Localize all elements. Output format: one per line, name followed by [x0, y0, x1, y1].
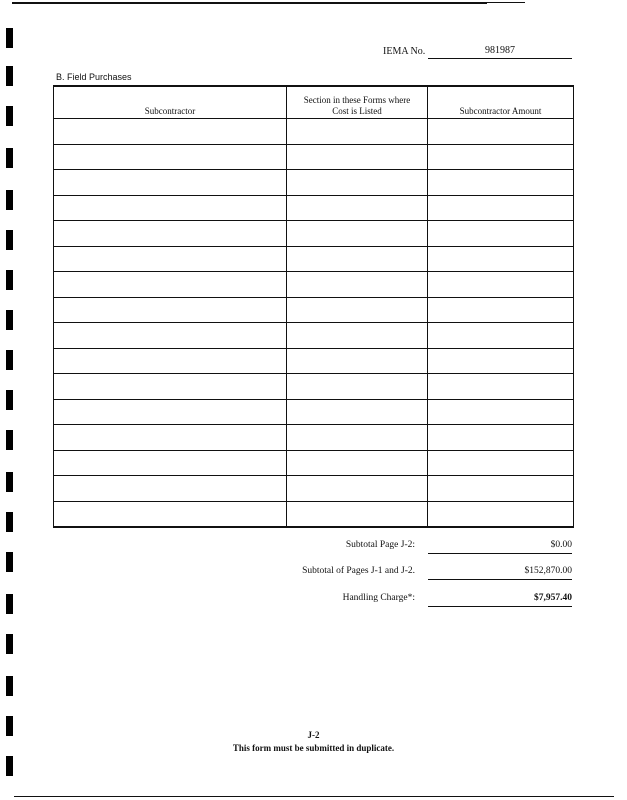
iema-label: IEMA No.: [383, 46, 426, 57]
column-header-subcontractor: Subcontractor: [54, 86, 287, 119]
table-row: [54, 450, 574, 476]
table-row: [54, 348, 574, 374]
top-border-rule-thin: [487, 2, 525, 3]
amount-cell[interactable]: [428, 348, 574, 374]
subcontractor-cell[interactable]: [54, 144, 287, 170]
subtotal-page-label: Subtotal Page J-2:: [345, 540, 415, 550]
punch-mark: [6, 430, 13, 450]
amount-cell[interactable]: [428, 221, 574, 247]
punch-mark: [6, 756, 13, 776]
section-cell[interactable]: [287, 170, 428, 196]
subcontractor-cell[interactable]: [54, 221, 287, 247]
punch-mark: [6, 148, 13, 168]
punch-mark: [6, 28, 13, 48]
table-header-row: [54, 86, 574, 119]
subcontractor-cell[interactable]: [54, 272, 287, 298]
section-cell[interactable]: [287, 272, 428, 298]
table-row: [54, 374, 574, 400]
amount-cell[interactable]: [428, 399, 574, 425]
top-border-rule: [12, 2, 487, 4]
subtotal-page-value: $0.00: [550, 540, 572, 550]
table-row: [54, 323, 574, 349]
punch-mark: [6, 472, 13, 492]
iema-underline: [428, 58, 572, 59]
punch-mark: [6, 270, 13, 290]
subcontractor-cell[interactable]: [54, 501, 287, 527]
subcontractor-cell[interactable]: [54, 246, 287, 272]
amount-cell[interactable]: [428, 501, 574, 527]
table-row: [54, 425, 574, 451]
amount-cell[interactable]: [428, 144, 574, 170]
amount-cell[interactable]: [428, 450, 574, 476]
punch-mark: [6, 634, 13, 654]
punch-mark: [6, 66, 13, 86]
section-cell[interactable]: [287, 374, 428, 400]
subtotal-pages-line: [428, 579, 572, 580]
subtotal-pages-row: [0, 562, 627, 582]
table-row: [54, 272, 574, 298]
subcontractor-cell[interactable]: [54, 425, 287, 451]
amount-cell[interactable]: [428, 374, 574, 400]
amount-cell[interactable]: [428, 425, 574, 451]
punch-mark: [6, 350, 13, 370]
table-row: [54, 501, 574, 527]
subcontractor-cell[interactable]: [54, 476, 287, 502]
subcontractor-cell[interactable]: [54, 374, 287, 400]
table-row: [54, 119, 574, 145]
handling-charge-label: Handling Charge*:: [342, 593, 415, 603]
table-row: [54, 195, 574, 221]
punch-mark: [6, 190, 13, 210]
section-cell[interactable]: [287, 323, 428, 349]
subcontractor-cell[interactable]: [54, 450, 287, 476]
subcontractor-cell[interactable]: [54, 399, 287, 425]
punch-mark: [6, 230, 13, 250]
section-cell[interactable]: [287, 501, 428, 527]
amount-cell[interactable]: [428, 246, 574, 272]
subtotal-pages-value: $152,870.00: [524, 566, 572, 576]
amount-cell[interactable]: [428, 170, 574, 196]
amount-cell[interactable]: [428, 195, 574, 221]
amount-cell[interactable]: [428, 297, 574, 323]
table-row: [54, 170, 574, 196]
punch-mark: [6, 676, 13, 696]
footer-note: This form must be submitted in duplicate.: [232, 743, 395, 753]
amount-cell[interactable]: [428, 323, 574, 349]
punch-mark: [6, 390, 13, 410]
subtotal-page-row: [0, 536, 627, 556]
table-row: [54, 399, 574, 425]
subcontractor-cell[interactable]: [54, 348, 287, 374]
amount-cell[interactable]: [428, 272, 574, 298]
handling-charge-row: [0, 589, 627, 609]
table-row: [54, 297, 574, 323]
section-cell[interactable]: [287, 221, 428, 247]
table-row: [54, 476, 574, 502]
subcontractor-cell[interactable]: [54, 323, 287, 349]
punch-mark: [6, 512, 13, 532]
table-row: [54, 246, 574, 272]
handling-charge-value: $7,957.40: [534, 593, 572, 603]
section-cell[interactable]: [287, 144, 428, 170]
iema-number: 981987: [485, 45, 515, 56]
handling-charge-line: [428, 606, 572, 607]
subcontractor-cell[interactable]: [54, 119, 287, 145]
subcontractor-cell[interactable]: [54, 297, 287, 323]
table-row: [54, 221, 574, 247]
section-cell[interactable]: [287, 399, 428, 425]
section-cell[interactable]: [287, 425, 428, 451]
section-cell[interactable]: [287, 348, 428, 374]
section-title: B. Field Purchases: [56, 72, 132, 82]
amount-cell[interactable]: [428, 119, 574, 145]
table-row: [54, 144, 574, 170]
subtotal-page-line: [428, 553, 572, 554]
column-header-amount: Subcontractor Amount: [428, 86, 574, 119]
subcontractor-cell[interactable]: [54, 195, 287, 221]
section-cell[interactable]: [287, 119, 428, 145]
amount-cell[interactable]: [428, 476, 574, 502]
bottom-border-rule: [14, 796, 614, 797]
section-cell[interactable]: [287, 476, 428, 502]
subtotal-pages-label: Subtotal of Pages J-1 and J-2.: [302, 566, 415, 576]
punch-mark: [6, 106, 13, 126]
subcontractor-cell[interactable]: [54, 170, 287, 196]
section-cell[interactable]: [287, 246, 428, 272]
section-cell[interactable]: [287, 195, 428, 221]
page-number: J-2: [307, 730, 320, 740]
punch-mark: [6, 310, 13, 330]
section-cell[interactable]: [287, 297, 428, 323]
column-header-section: Section in these Forms where Cost is Listed: [287, 86, 428, 119]
section-cell[interactable]: [287, 450, 428, 476]
field-purchases-table: [53, 85, 574, 528]
